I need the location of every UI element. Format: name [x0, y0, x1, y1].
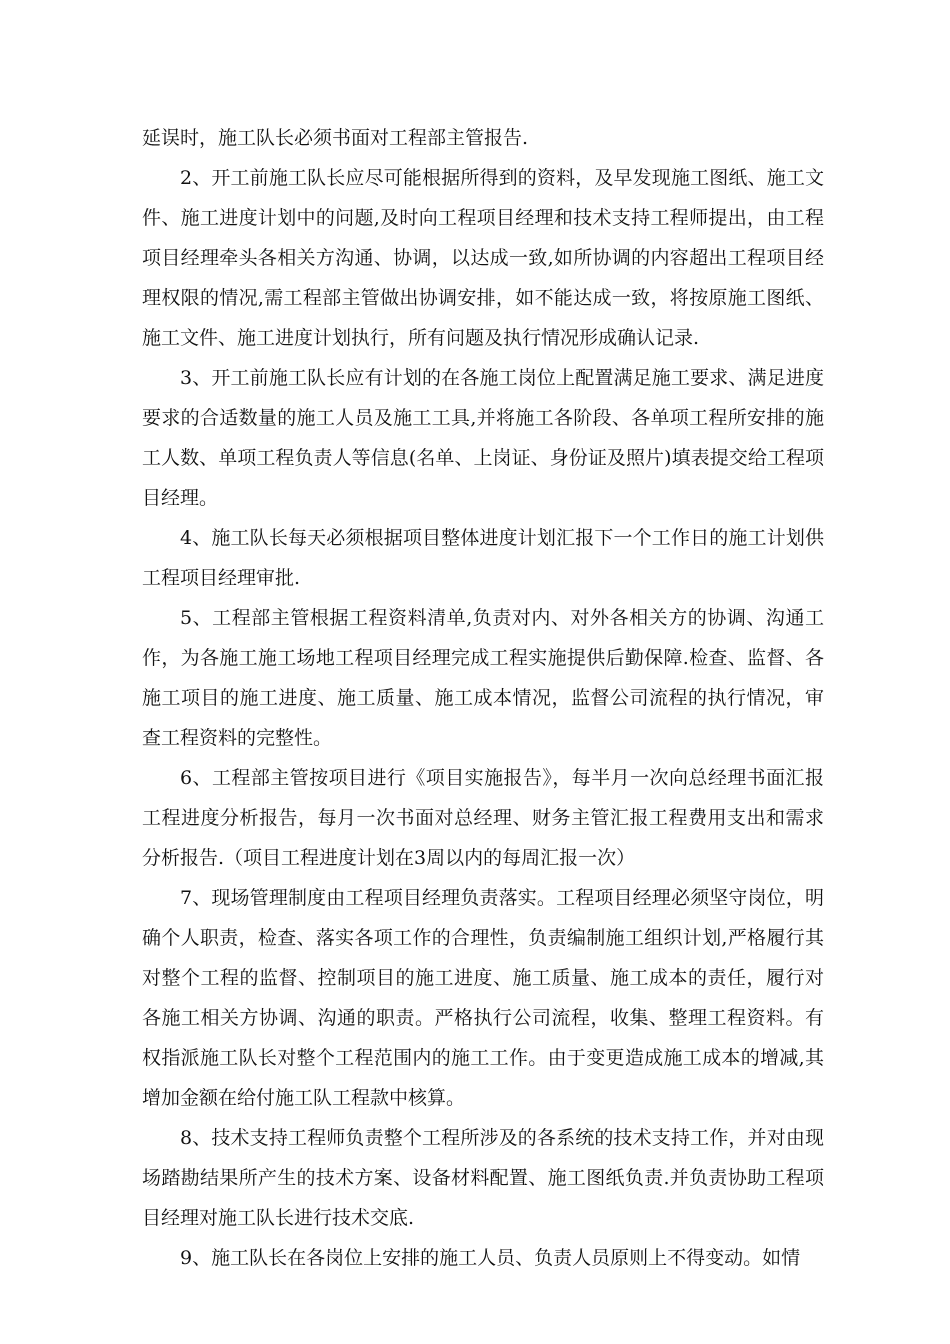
paragraph-item-6: 6、工程部主管按项目进行《项目实施报告》，每半月一次向总经理书面汇报工程进度分析报告，每月一次书面对总经理、财务主管汇报工程费用支出和需求分析报告.（项目工程进度计划在3周以内的每周汇报一次） — [142, 767, 824, 869]
paragraph-item-3: 3、开工前施工队长应有计划的在各施工岗位上配置满足施工要求、满足进度要求的合适数量的施工人员及施工工具,并将施工各阶段、各单项工程所安排的施工人数、单项工程负责人等信息(名单、上岗证、身份证及照片)填表提交给工程项目经理。 — [142, 367, 824, 509]
paragraph-item-5: 5、工程部主管根据工程资料清单,负责对内、对外各相关方的协调、沟通工作，为各施工施工场地工程项目经理完成工程实施提供后勤保障.检查、监督、各施工项目的施工进度、施工质量、施工成本情况，监督公司流程的执行情况，审查工程资料的完整性。 — [142, 607, 824, 749]
paragraph-item-8: 8、技术支持工程师负责整个工程所涉及的各系统的技术支持工作，并对由现场踏勘结果所产生的技术方案、设备材料配置、施工图纸负责.并负责协助工程项目经理对施工队长进行技术交底. — [142, 1127, 824, 1229]
paragraph-item-2: 2、开工前施工队长应尽可能根据所得到的资料，及早发现施工图纸、施工文件、施工进度计划中的问题,及时向工程项目经理和技术支持工程师提出，由工程项目经理牵头各相关方沟通、协调，以达成一致,如所协调的内容超出工程项目经理权限的情况,需工程部主管做出协调安排，如不能达成一致，将按原施工图纸、施工文件、施工进度计划执行，所有问题及执行情况形成确认记录. — [142, 167, 824, 349]
paragraph-item-4: 4、施工队长每天必须根据项目整体进度计划汇报下一个工作日的施工计划供工程项目经理审批. — [142, 527, 824, 589]
document-body — [142, 118, 824, 1278]
paragraph-item-7: 7、现场管理制度由工程项目经理负责落实。工程项目经理必须坚守岗位，明确个人职责，检查、落实各项工作的合理性，负责编制施工组织计划,严格履行其对整个工程的监督、控制项目的施工进度、施工质量、施工成本的责任，履行对各施工相关方协调、沟通的职责。严格执行公司流程，收集、整理工程资料。有权指派施工队长对整个工程范围内的施工工作。由于变更造成施工成本的增减,其增加金额在给付施工队工程款中核算。 — [142, 887, 824, 1109]
paragraph-item-9: 9、施工队长在各岗位上安排的施工人员、负责人员原则上不得变动。如情 — [180, 1247, 801, 1269]
paragraph-continuation: 延误时，施工队长必须书面对工程部主管报告. — [142, 127, 529, 149]
